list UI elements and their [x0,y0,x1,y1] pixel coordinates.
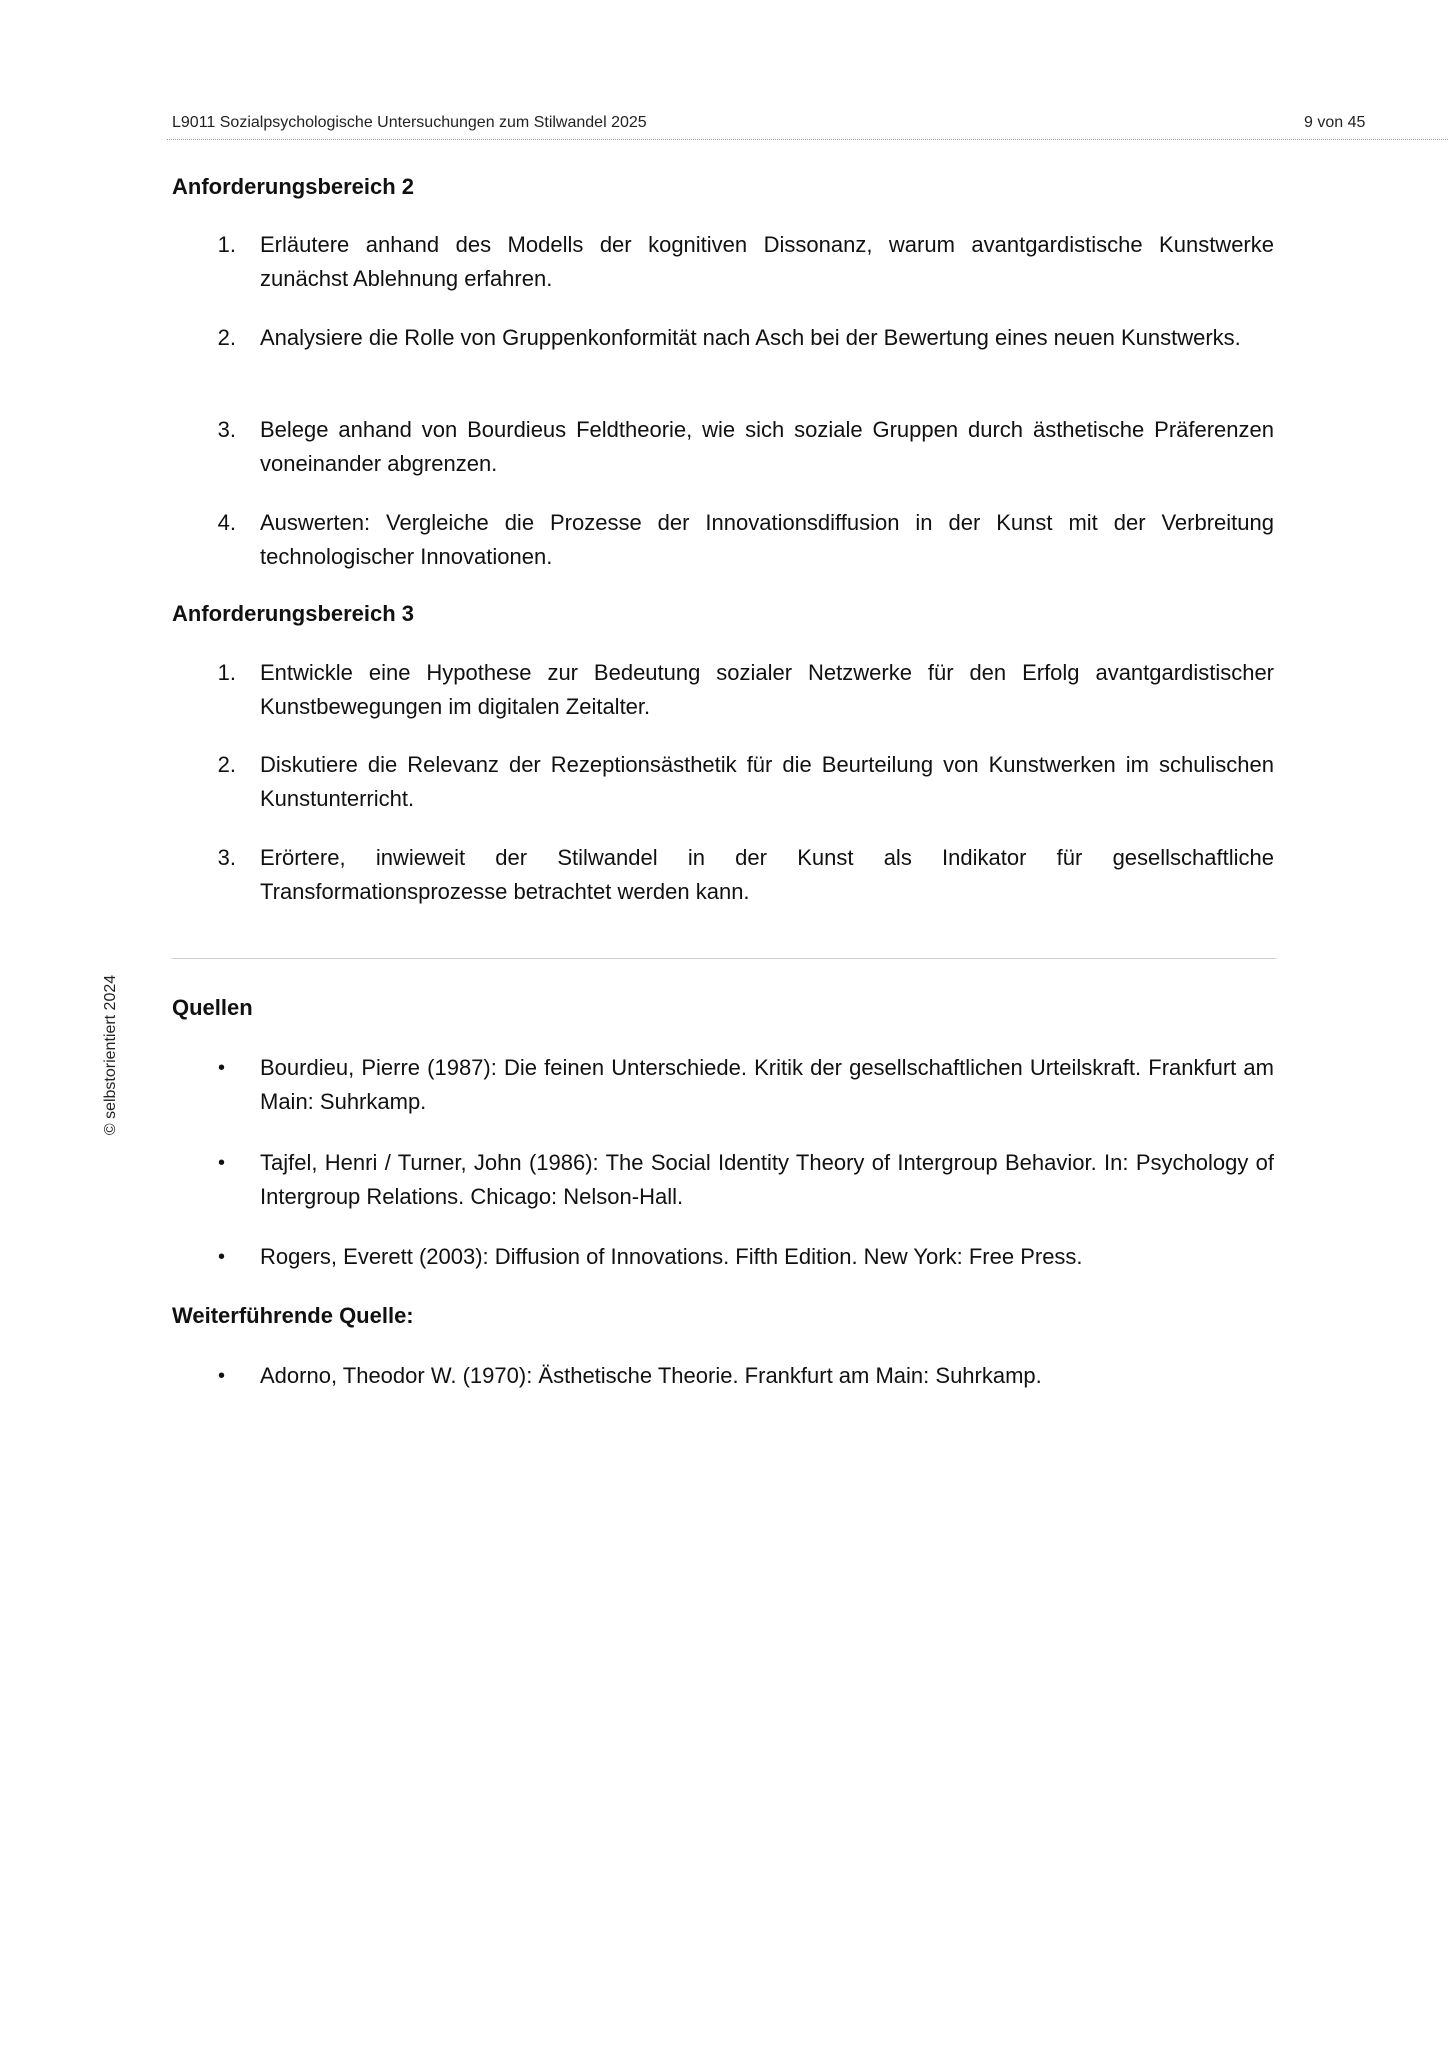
item-number: 2. [217,325,236,350]
source-text: Tajfel, Henri / Turner, John (1986): The Social Identity Theory of Intergroup Behavior. In: Psychology of Intergroup Relations. Chicago: Nelson-Hall. [260,1150,1274,1209]
running-header-title: L9011 Sozialpsychologische Untersuchungen zum Stilwandel 2025 [172,114,647,131]
copyright-notice: © selbstorientiert 2024 [102,974,119,1136]
item-text: Belege anhand von Bourdieus Feldtheorie, wie sich soziale Gruppen durch ästhetische Präferenzen voneinander abgrenzen. [260,417,1274,476]
bullet-icon: • [218,1246,226,1268]
source-item [172,1146,1274,1214]
item-text: Diskutiere die Relevanz der Rezeptionsästhetik für die Beurteilung von Kunstwerken im schulischen Kunstunterricht. [260,752,1274,811]
item-number: 1. [217,660,236,685]
task-item [172,748,1274,816]
source-item [172,1359,1274,1393]
bullet-icon: • [218,1152,226,1174]
item-number: 1. [217,232,236,257]
source-text: Rogers, Everett (2003): Diffusion of Innovations. Fifth Edition. New York: Free Press. [260,1244,1083,1269]
task-item [172,321,1274,355]
source-text: Bourdieu, Pierre (1987): Die feinen Unterschiede. Kritik der gesellschaftlichen Urteilskraft. Frankfurt am Main: Suhrkamp. [260,1055,1274,1114]
item-text: Erörtere, inwieweit der Stilwandel in der Kunst als Indikator für gesellschaftliche Transformationsprozesse betrachtet werden kann. [260,845,1274,904]
source-item [172,1240,1274,1274]
header-divider [167,139,1448,140]
section-heading-2: Anforderungsbereich 2 [172,174,415,199]
item-text: Erläutere anhand des Modells der kognitiven Dissonanz, warum avantgardistische Kunstwerke zunächst Ablehnung erfahren. [260,232,1274,291]
task-item [172,413,1274,481]
item-number: 2. [217,752,236,777]
source-item [172,1051,1274,1119]
task-item [172,841,1274,909]
further-source-heading: Weiterführende Quelle: [172,1303,414,1328]
section-divider [172,958,1276,959]
bullet-icon: • [218,1365,226,1387]
task-item [172,656,1274,724]
item-text: Auswerten: Vergleiche die Prozesse der Innovationsdiffusion in der Kunst mit der Verbreitung technologischer Innovationen. [260,510,1274,569]
item-text: Analysiere die Rolle von Gruppenkonformität nach Asch bei der Bewertung eines neuen Kunstwerks. [260,325,1241,350]
item-number: 3. [217,845,236,870]
item-number: 3. [217,417,236,442]
task-item [172,506,1274,574]
page-number: 9 von 45 [1304,114,1366,131]
sources-heading: Quellen [172,995,253,1020]
item-number: 4. [217,510,236,535]
item-text: Entwickle eine Hypothese zur Bedeutung sozialer Netzwerke für den Erfolg avantgardistischer Kunstbewegungen im digitalen Zeitalter. [260,660,1274,719]
source-text: Adorno, Theodor W. (1970): Ästhetische Theorie. Frankfurt am Main: Suhrkamp. [260,1363,1042,1388]
task-item [172,228,1274,296]
section-heading-3: Anforderungsbereich 3 [172,601,415,626]
bullet-icon: • [218,1057,226,1079]
